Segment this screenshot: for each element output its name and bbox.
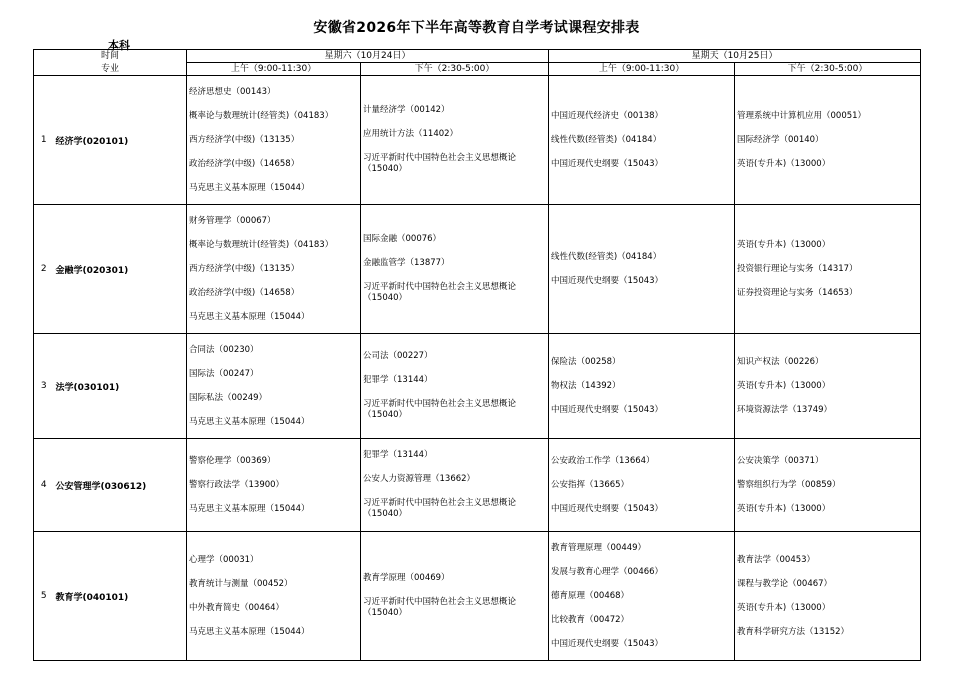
exam-course: 保险法（00258） <box>551 356 621 367</box>
exam-course: 马克思主义基本原理（15044） <box>189 311 310 322</box>
session-cell-sat-am <box>187 439 361 532</box>
exam-course: 教育科学研究方法（13152） <box>737 626 850 637</box>
exam-course: 马克思主义基本原理（15044） <box>189 503 310 514</box>
exam-course: 管理系统中计算机应用（00051） <box>737 110 867 121</box>
exam-course: 马克思主义基本原理（15044） <box>189 626 310 637</box>
exam-course: 西方经济学(中级)（13135） <box>189 134 300 145</box>
exam-course: 课程与教学论（00467） <box>737 578 833 589</box>
session-cell-sun-am <box>549 334 735 439</box>
exam-course: 国际金融（00076） <box>363 234 442 244</box>
exam-course: 习近平新时代中国特色社会主义思想概论（15040） <box>363 597 517 618</box>
session-cell-sun-pm <box>735 334 921 439</box>
session-cell-sat-pm <box>361 76 549 205</box>
exam-course: 警察伦理学（00369） <box>189 455 276 466</box>
exam-course: 公安决策学（00371） <box>737 455 824 466</box>
session-cell-sun-am <box>549 76 735 205</box>
row-number: 3 <box>34 334 54 439</box>
day2-header: 星期天（10月25日） <box>549 50 921 63</box>
exam-course: 中国近现代史纲要（15043） <box>551 275 664 286</box>
exam-course: 中外教育简史（00464） <box>189 602 285 613</box>
day2-am-header: 上午（9:00-11:30） <box>549 63 735 76</box>
exam-course: 环境资源法学（13749） <box>737 404 833 415</box>
exam-course: 警察组织行为学（00859） <box>737 479 841 490</box>
exam-course: 公安政治工作学（13664） <box>551 455 655 466</box>
day1-pm-header: 下午（2:30-5:00） <box>361 63 549 76</box>
exam-course: 财务管理学（00067） <box>189 215 276 226</box>
exam-course: 教育统计与测量（00452） <box>189 578 293 589</box>
exam-course: 中国近现代史纲要（15043） <box>551 503 664 514</box>
exam-course: 习近平新时代中国特色社会主义思想概论（15040） <box>363 282 517 303</box>
exam-course: 犯罪学（13144） <box>363 450 433 460</box>
exam-course: 国际经济学（00140） <box>737 134 824 145</box>
exam-course: 教育管理原理（00449） <box>551 542 647 553</box>
session-cell-sat-am <box>187 76 361 205</box>
exam-course: 习近平新时代中国特色社会主义思想概论（15040） <box>363 498 517 519</box>
header-row-days <box>34 50 921 63</box>
exam-course: 比较教育（00472） <box>551 614 630 625</box>
exam-course: 应用统计方法（11402） <box>363 129 459 139</box>
exam-course: 合同法（00230） <box>189 344 259 355</box>
exam-course: 发展与教育心理学（00466） <box>551 566 664 577</box>
row-number: 1 <box>34 76 54 205</box>
exam-course: 心理学（00031） <box>189 554 259 565</box>
exam-course: 马克思主义基本原理（15044） <box>189 416 310 427</box>
exam-course: 教育法学（00453） <box>737 554 816 565</box>
exam-course: 德育原理（00468） <box>551 590 630 601</box>
day2-pm-header: 下午（2:30-5:00） <box>735 63 921 76</box>
exam-course: 犯罪学（13144） <box>363 375 433 385</box>
exam-course: 英语(专升本)（13000） <box>737 239 831 250</box>
exam-course: 习近平新时代中国特色社会主义思想概论（15040） <box>363 153 517 174</box>
table-row <box>34 532 921 661</box>
day1-am-header: 上午（9:00-11:30） <box>187 63 361 76</box>
exam-course: 概率论与数理统计(经管类)（04183） <box>189 110 334 121</box>
exam-course: 英语(专升本)（13000） <box>737 503 831 514</box>
corner-time-label: 时间 <box>34 50 187 63</box>
major-name: 经济学(020101) <box>54 76 187 205</box>
exam-course: 物权法（14392） <box>551 380 621 391</box>
session-cell-sat-am <box>187 532 361 661</box>
session-cell-sun-pm <box>735 76 921 205</box>
exam-course: 经济思想史（00143） <box>189 86 276 97</box>
exam-course: 国际私法（00249） <box>189 392 268 403</box>
exam-course: 政治经济学(中级)（14658） <box>189 158 300 169</box>
session-cell-sun-pm <box>735 439 921 532</box>
exam-course: 英语(专升本)（13000） <box>737 602 831 613</box>
level-label: 本科 <box>108 39 130 52</box>
schedule-table <box>33 49 921 661</box>
table-row <box>34 334 921 439</box>
session-cell-sat-pm <box>361 334 549 439</box>
major-name: 教育学(040101) <box>54 532 187 661</box>
exam-course: 警察行政法学（13900） <box>189 479 285 490</box>
exam-course: 马克思主义基本原理（15044） <box>189 182 310 193</box>
major-name: 公安管理学(030612) <box>54 439 187 532</box>
exam-course: 英语(专升本)（13000） <box>737 380 831 391</box>
exam-course: 公安指挥（13665） <box>551 479 630 490</box>
header-row-sessions <box>34 63 921 76</box>
session-cell-sat-pm <box>361 205 549 334</box>
exam-course: 计量经济学（00142） <box>363 105 450 115</box>
session-cell-sun-am <box>549 532 735 661</box>
corner-major-label: 专业 <box>34 63 187 76</box>
session-cell-sat-am <box>187 205 361 334</box>
exam-course: 教育学原理（00469） <box>363 573 450 583</box>
table-row <box>34 205 921 334</box>
exam-course: 公司法（00227） <box>363 351 433 361</box>
session-cell-sun-pm <box>735 532 921 661</box>
page-title: 安徽省2026年下半年高等教育自学考试课程安排表 <box>313 20 640 36</box>
exam-course: 英语(专升本)（13000） <box>737 158 831 169</box>
session-cell-sun-am <box>549 439 735 532</box>
exam-course: 线性代数(经管类)（04184） <box>551 134 662 145</box>
exam-course: 国际法（00247） <box>189 368 259 379</box>
session-cell-sat-pm <box>361 532 549 661</box>
table-row <box>34 439 921 532</box>
exam-course: 知识产权法（00226） <box>737 356 824 367</box>
exam-course: 政治经济学(中级)（14658） <box>189 287 300 298</box>
day1-header: 星期六（10月24日） <box>187 50 549 63</box>
exam-course: 概率论与数理统计(经管类)（04183） <box>189 239 334 250</box>
session-cell-sat-pm <box>361 439 549 532</box>
exam-course: 中国近现代史纲要（15043） <box>551 404 664 415</box>
exam-course: 投资银行理论与实务（14317） <box>737 263 858 274</box>
row-number: 5 <box>34 532 54 661</box>
exam-course: 金融监管学（13877） <box>363 258 450 268</box>
row-number: 2 <box>34 205 54 334</box>
session-cell-sun-pm <box>735 205 921 334</box>
major-name: 法学(030101) <box>54 334 187 439</box>
exam-course: 中国近现代史纲要（15043） <box>551 158 664 169</box>
exam-course: 西方经济学(中级)（13135） <box>189 263 300 274</box>
session-cell-sat-am <box>187 334 361 439</box>
exam-course: 中国近现代史纲要（15043） <box>551 638 664 649</box>
exam-course: 习近平新时代中国特色社会主义思想概论（15040） <box>363 399 517 420</box>
exam-course: 证券投资理论与实务（14653） <box>737 287 858 298</box>
exam-course: 中国近现代经济史（00138） <box>551 110 664 121</box>
exam-course: 线性代数(经管类)（04184） <box>551 251 662 262</box>
major-name: 金融学(020301) <box>54 205 187 334</box>
exam-course: 公安人力资源管理（13662） <box>363 474 476 484</box>
session-cell-sun-am <box>549 205 735 334</box>
row-number: 4 <box>34 439 54 532</box>
table-row <box>34 76 921 205</box>
